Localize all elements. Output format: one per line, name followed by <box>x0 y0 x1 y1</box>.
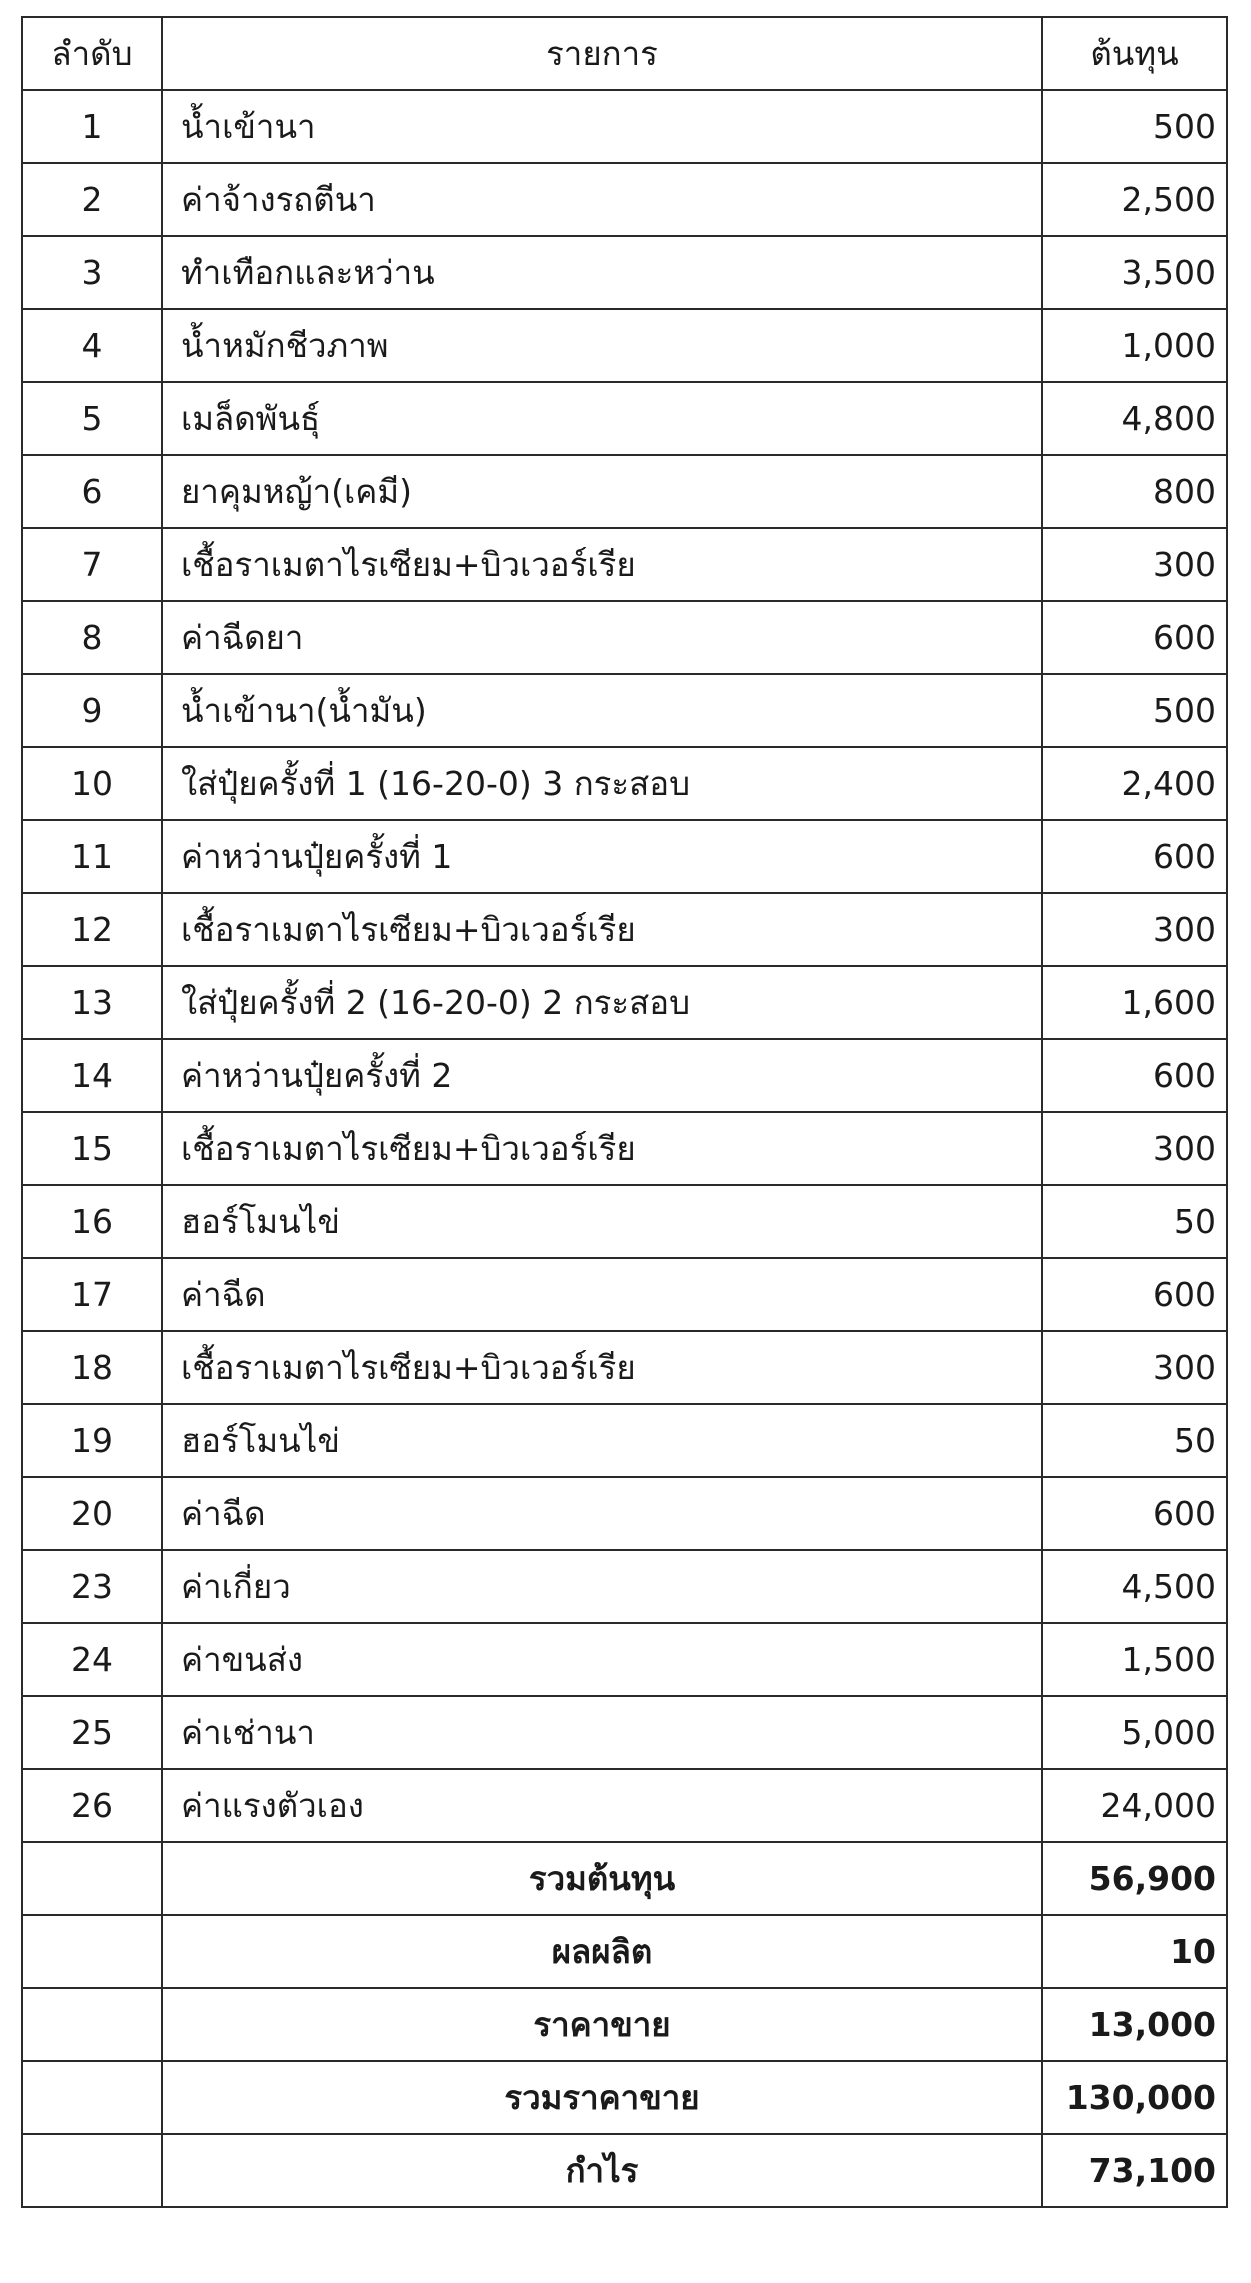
row-item: เชื้อราเมตาไรเซียม+บิวเวอร์เรีย <box>162 1112 1042 1185</box>
row-cost: 300 <box>1042 1331 1227 1404</box>
summary-value: 73,100 <box>1042 2134 1227 2207</box>
row-no: 16 <box>22 1185 162 1258</box>
row-cost: 2,500 <box>1042 163 1227 236</box>
summary-empty-cell <box>22 2134 162 2207</box>
table-header <box>22 17 1227 90</box>
row-no: 18 <box>22 1331 162 1404</box>
row-item: น้ำเข้านา(น้ำมัน) <box>162 674 1042 747</box>
row-cost: 50 <box>1042 1185 1227 1258</box>
table-row <box>22 747 1227 820</box>
row-cost: 600 <box>1042 1477 1227 1550</box>
table-row <box>22 893 1227 966</box>
row-item: น้ำเข้านา <box>162 90 1042 163</box>
summary-label: รวมต้นทุน <box>162 1842 1042 1915</box>
row-cost: 300 <box>1042 528 1227 601</box>
row-item: ค่าฉีดยา <box>162 601 1042 674</box>
row-item: ยาคุมหญ้า(เคมี) <box>162 455 1042 528</box>
summary-label: ราคาขาย <box>162 1988 1042 2061</box>
row-item: ใส่ปุ๋ยครั้งที่ 1 (16-20-0) 3 กระสอบ <box>162 747 1042 820</box>
table-row <box>22 1769 1227 1842</box>
row-no: 3 <box>22 236 162 309</box>
summary-row-yield <box>22 1915 1227 1988</box>
row-no: 12 <box>22 893 162 966</box>
row-no: 17 <box>22 1258 162 1331</box>
header-cost: ต้นทุน <box>1042 17 1227 90</box>
row-no: 23 <box>22 1550 162 1623</box>
summary-empty-cell <box>22 2061 162 2134</box>
row-item: ฮอร์โมนไข่ <box>162 1185 1042 1258</box>
row-item: ค่าหว่านปุ๋ยครั้งที่ 1 <box>162 820 1042 893</box>
row-no: 20 <box>22 1477 162 1550</box>
header-row <box>22 17 1227 90</box>
row-cost: 1,000 <box>1042 309 1227 382</box>
row-cost: 600 <box>1042 1258 1227 1331</box>
row-no: 5 <box>22 382 162 455</box>
row-no: 13 <box>22 966 162 1039</box>
table-row <box>22 528 1227 601</box>
summary-value: 10 <box>1042 1915 1227 1988</box>
row-cost: 500 <box>1042 90 1227 163</box>
row-item: ค่าฉีด <box>162 1258 1042 1331</box>
row-item: เชื้อราเมตาไรเซียม+บิวเวอร์เรีย <box>162 528 1042 601</box>
table-row <box>22 820 1227 893</box>
row-item: ฮอร์โมนไข่ <box>162 1404 1042 1477</box>
row-no: 1 <box>22 90 162 163</box>
cost-table-sheet <box>21 16 1226 2208</box>
row-cost: 3,500 <box>1042 236 1227 309</box>
table-row <box>22 1477 1227 1550</box>
row-cost: 1,500 <box>1042 1623 1227 1696</box>
summary-value: 130,000 <box>1042 2061 1227 2134</box>
row-no: 8 <box>22 601 162 674</box>
row-item: ค่าเกี่ยว <box>162 1550 1042 1623</box>
row-item: เชื้อราเมตาไรเซียม+บิวเวอร์เรีย <box>162 1331 1042 1404</box>
row-no: 24 <box>22 1623 162 1696</box>
row-cost: 600 <box>1042 820 1227 893</box>
summary-empty-cell <box>22 1842 162 1915</box>
row-item: ค่าฉีด <box>162 1477 1042 1550</box>
row-no: 6 <box>22 455 162 528</box>
row-item: เชื้อราเมตาไรเซียม+บิวเวอร์เรีย <box>162 893 1042 966</box>
table-row <box>22 601 1227 674</box>
table-row <box>22 1039 1227 1112</box>
row-cost: 300 <box>1042 893 1227 966</box>
table-row <box>22 455 1227 528</box>
header-item: รายการ <box>162 17 1042 90</box>
table-row <box>22 674 1227 747</box>
cost-table <box>21 16 1228 2208</box>
summary-empty-cell <box>22 1988 162 2061</box>
row-no: 2 <box>22 163 162 236</box>
row-cost: 800 <box>1042 455 1227 528</box>
table-body <box>22 90 1227 2207</box>
row-cost: 500 <box>1042 674 1227 747</box>
row-no: 19 <box>22 1404 162 1477</box>
row-item: เมล็ดพันธุ์ <box>162 382 1042 455</box>
row-item: ค่าหว่านปุ๋ยครั้งที่ 2 <box>162 1039 1042 1112</box>
row-cost: 4,800 <box>1042 382 1227 455</box>
table-row <box>22 1404 1227 1477</box>
header-no: ลำดับ <box>22 17 162 90</box>
row-no: 25 <box>22 1696 162 1769</box>
summary-row-price <box>22 1988 1227 2061</box>
summary-value: 13,000 <box>1042 1988 1227 2061</box>
row-cost: 300 <box>1042 1112 1227 1185</box>
row-cost: 4,500 <box>1042 1550 1227 1623</box>
summary-label: กำไร <box>162 2134 1042 2207</box>
summary-empty-cell <box>22 1915 162 1988</box>
row-cost: 1,600 <box>1042 966 1227 1039</box>
row-item: ค่าจ้างรถตีนา <box>162 163 1042 236</box>
row-item: ค่าขนส่ง <box>162 1623 1042 1696</box>
row-item: ค่าเช่านา <box>162 1696 1042 1769</box>
table-row <box>22 1185 1227 1258</box>
table-row <box>22 1550 1227 1623</box>
row-item: ค่าแรงตัวเอง <box>162 1769 1042 1842</box>
row-no: 15 <box>22 1112 162 1185</box>
table-row <box>22 1623 1227 1696</box>
table-row <box>22 236 1227 309</box>
row-no: 26 <box>22 1769 162 1842</box>
table-row <box>22 1696 1227 1769</box>
row-no: 4 <box>22 309 162 382</box>
row-item: ทำเทือกและหว่าน <box>162 236 1042 309</box>
table-row <box>22 1331 1227 1404</box>
row-no: 11 <box>22 820 162 893</box>
row-cost: 5,000 <box>1042 1696 1227 1769</box>
row-item: น้ำหมักชีวภาพ <box>162 309 1042 382</box>
row-no: 10 <box>22 747 162 820</box>
summary-value: 56,900 <box>1042 1842 1227 1915</box>
table-row <box>22 163 1227 236</box>
table-row <box>22 90 1227 163</box>
summary-row-total-cost <box>22 1842 1227 1915</box>
row-cost: 600 <box>1042 1039 1227 1112</box>
table-row <box>22 309 1227 382</box>
row-no: 9 <box>22 674 162 747</box>
row-cost: 24,000 <box>1042 1769 1227 1842</box>
row-item: ใส่ปุ๋ยครั้งที่ 2 (16-20-0) 2 กระสอบ <box>162 966 1042 1039</box>
row-no: 14 <box>22 1039 162 1112</box>
row-cost: 600 <box>1042 601 1227 674</box>
table-row <box>22 1112 1227 1185</box>
summary-row-profit <box>22 2134 1227 2207</box>
row-no: 7 <box>22 528 162 601</box>
summary-label: ผลผลิต <box>162 1915 1042 1988</box>
table-row <box>22 382 1227 455</box>
row-cost: 2,400 <box>1042 747 1227 820</box>
table-row <box>22 966 1227 1039</box>
row-cost: 50 <box>1042 1404 1227 1477</box>
table-row <box>22 1258 1227 1331</box>
summary-label: รวมราคาขาย <box>162 2061 1042 2134</box>
summary-row-total-sales <box>22 2061 1227 2134</box>
